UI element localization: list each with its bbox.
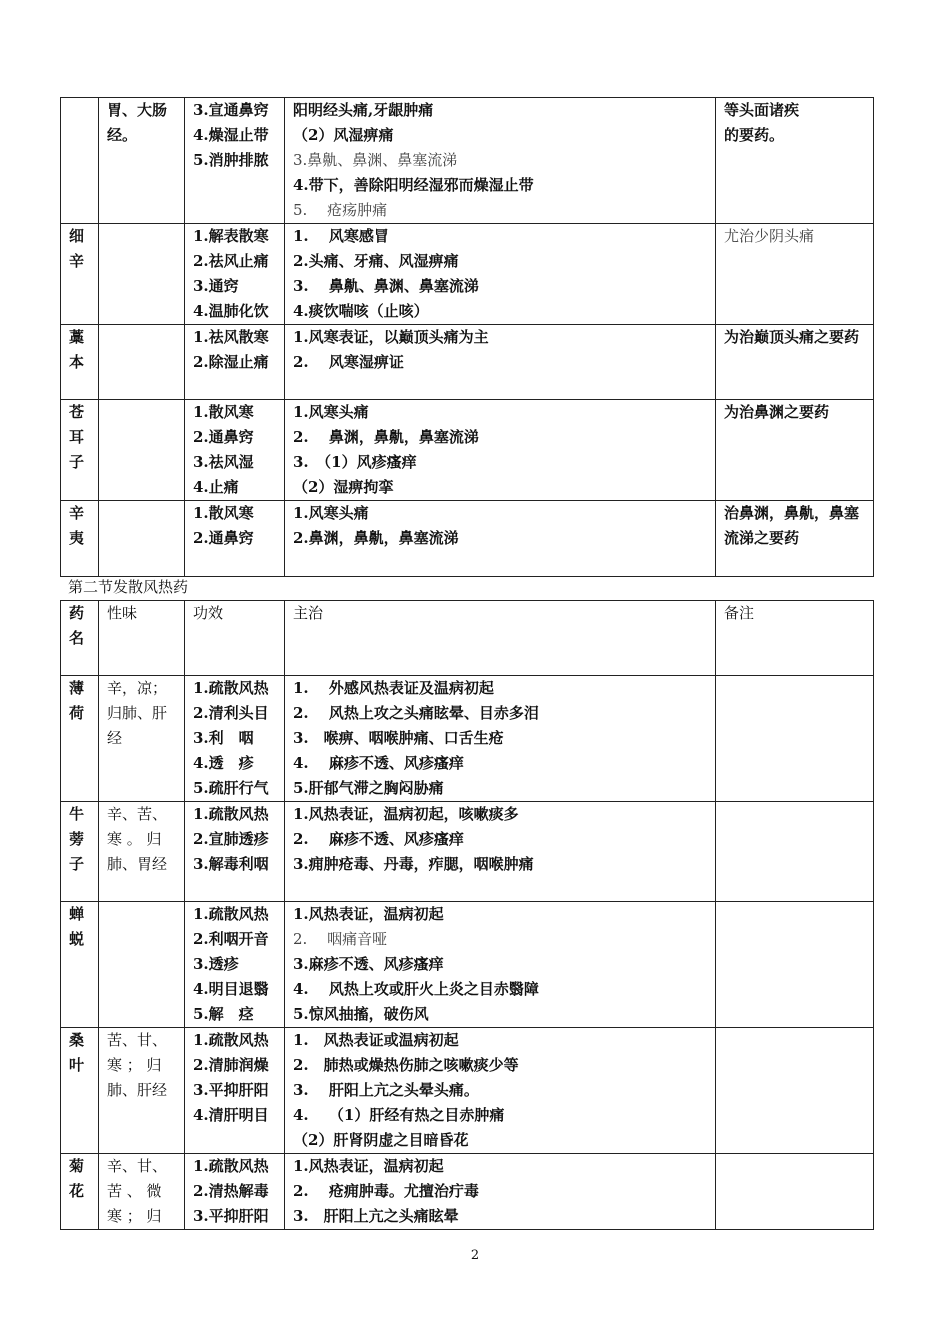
nature-cell (99, 676, 185, 802)
herb-name-cell (61, 98, 99, 224)
table-row (61, 1028, 874, 1154)
indications-cell (285, 501, 716, 577)
efficacy-cell (185, 902, 285, 1028)
table-row (61, 1154, 874, 1230)
indication-line: 1.风热表证，温病初起 (293, 1157, 444, 1175)
indications-cell (285, 676, 716, 802)
notes-cell (716, 325, 874, 400)
indications-cell (285, 325, 716, 400)
efficacy-line: 5.解 痉 (193, 1005, 254, 1023)
indication-line: 1.风热表证，温病初起 (293, 905, 444, 923)
herb-name-char: 辛 (69, 252, 85, 270)
efficacy-line: 3.平抑肝阳 (193, 1081, 269, 1099)
nature-line: 肺、肝经 (107, 1081, 168, 1099)
nature-line: 归肺、肝 (107, 704, 168, 722)
notes-cell (716, 902, 874, 1028)
efficacy-line: 2.通鼻窍 (193, 428, 254, 446)
herb-name-char: 蒡 (69, 830, 85, 848)
herb-name-char: 夷 (69, 529, 85, 547)
indication-line: 3. 喉痹、咽喉肿痛、口舌生疮 (293, 729, 504, 747)
efficacy-line: 1.散风寒 (193, 403, 254, 421)
herb-name-char: 子 (69, 453, 85, 471)
indication-line: 4. （1）肝经有热之目赤肿痛 (293, 1106, 505, 1124)
indications-cell (285, 802, 716, 902)
herb-name-cell (61, 1028, 99, 1154)
indication-line: 4.带下，善除阳明经湿邪而燥湿止带 (293, 176, 534, 194)
efficacy-line: 1.疏散风热 (193, 1031, 269, 1049)
herb-name-char: 辛 (69, 504, 85, 522)
efficacy-line: 4.清肝明目 (193, 1106, 269, 1124)
efficacy-line: 1.疏散风热 (193, 905, 269, 923)
nature-line: 辛、苦、 (107, 805, 168, 823)
herb-name-char: 薄 (69, 679, 85, 697)
indication-line: 4.痰饮喘咳（止咳） (293, 302, 429, 320)
efficacy-line: 2.清利头目 (193, 704, 269, 722)
efficacy-line: 4.止痛 (193, 478, 239, 496)
herb-name-cell (61, 676, 99, 802)
efficacy-line: 1.疏散风热 (193, 679, 269, 697)
indication-line: 1. 风热表证或温病初起 (293, 1031, 459, 1049)
herb-name-cell (61, 400, 99, 501)
efficacy-line: 4.燥湿止带 (193, 126, 269, 144)
notes-cell (716, 98, 874, 224)
table-row (61, 98, 874, 224)
indication-line: 3.痈肿疮毒、丹毒，痄腮，咽喉肿痛 (293, 855, 534, 873)
nature-cell (99, 1028, 185, 1154)
nature-line: 辛，凉； (107, 679, 168, 697)
indications-cell (285, 400, 716, 501)
indication-line: 1. 外感风热表证及温病初起 (293, 679, 494, 697)
table-row (61, 676, 874, 802)
indications-cell (285, 98, 716, 224)
efficacy-line: 2.清肺润燥 (193, 1056, 269, 1074)
indication-line: 3. （1）风疹瘙痒 (293, 453, 417, 471)
herb-name-char: 桑 (69, 1031, 85, 1049)
table-pungent-warm-herbs (60, 97, 874, 577)
herb-name-char: 蝉 (69, 905, 85, 923)
nature-line: 辛、甘、 (107, 1157, 168, 1175)
nature-cell (99, 325, 185, 400)
efficacy-line: 1.疏散风热 (193, 805, 269, 823)
efficacy-line: 5.疏肝行气 (193, 779, 269, 797)
efficacy-line: 5.消肿排脓 (193, 151, 269, 169)
efficacy-cell (185, 224, 285, 325)
table-pungent-cool-herbs (60, 600, 874, 1230)
herb-name-char: 花 (69, 1182, 85, 1200)
efficacy-line: 2.利咽开音 (193, 930, 269, 948)
indication-line: 阳明经头痛,牙龈肿痛 (293, 101, 434, 119)
efficacy-line: 3.解毒利咽 (193, 855, 269, 873)
indication-line: 2. 咽痛音哑 (293, 930, 388, 948)
indications-cell (285, 224, 716, 325)
header-name-char: 药 (69, 604, 85, 622)
indication-line: （2）肝肾阴虚之目暗昏花 (293, 1131, 469, 1149)
herb-name-cell (61, 802, 99, 902)
notes-cell (716, 501, 874, 577)
indication-line: （2）风湿痹痛 (293, 126, 394, 144)
herb-name-char: 子 (69, 855, 85, 873)
nature-line: 经 (107, 729, 123, 747)
nature-line: 寒 ； 归 (107, 1056, 162, 1074)
notes-cell (716, 802, 874, 902)
nature-line: 经。 (107, 126, 138, 144)
note-line: 为治巅顶头痛之要药 (724, 328, 860, 346)
efficacy-line: 3.平抑肝阳 (193, 1207, 269, 1225)
note-line: 的要药。 (724, 126, 785, 144)
indication-line: 2.鼻渊，鼻鼽，鼻塞流涕 (293, 529, 459, 547)
indication-line: 1.风寒头痛 (293, 504, 369, 522)
table-header-row (61, 601, 874, 676)
page-number: 2 (470, 1248, 480, 1263)
efficacy-line: 2.除湿止痛 (193, 353, 269, 371)
note-line: 为治鼻渊之要药 (724, 403, 830, 421)
nature-cell (99, 1154, 185, 1230)
indication-line: 3.鼻鼽、鼻渊、鼻塞流涕 (293, 151, 458, 169)
indication-line: 3.麻疹不透、风疹瘙痒 (293, 955, 444, 973)
herb-name-char: 藁 (69, 328, 85, 346)
herb-name-char: 本 (69, 353, 85, 371)
indications-cell (285, 902, 716, 1028)
header-indications: 主治 (285, 601, 716, 676)
notes-cell (716, 400, 874, 501)
efficacy-line: 2.宣肺透疹 (193, 830, 269, 848)
header-name (61, 601, 99, 676)
efficacy-line: 1.散风寒 (193, 504, 254, 522)
notes-cell (716, 224, 874, 325)
indication-line: 5. 疮疡肿痛 (293, 201, 388, 219)
indication-line: 2.头痛、牙痛、风湿痹痛 (293, 252, 459, 270)
header-nature: 性味 (99, 601, 185, 676)
efficacy-line: 1.解表散寒 (193, 227, 269, 245)
nature-line: 苦 、 微 (107, 1182, 162, 1200)
efficacy-line: 4.明目退翳 (193, 980, 269, 998)
table-row (61, 224, 874, 325)
nature-line: 寒 。 归 (107, 830, 162, 848)
efficacy-cell (185, 676, 285, 802)
indication-line: 1.风寒表证，以巅顶头痛为主 (293, 328, 489, 346)
note-line: 治鼻渊，鼻鼽，鼻塞流涕之要药 (724, 504, 860, 547)
notes-cell (716, 1154, 874, 1230)
indication-line: 2. 鼻渊，鼻鼽，鼻塞流涕 (293, 428, 479, 446)
efficacy-cell (185, 400, 285, 501)
herb-name-cell (61, 902, 99, 1028)
table-row (61, 802, 874, 902)
efficacy-line: 4.透 疹 (193, 754, 254, 772)
indication-line: 1.风热表证，温病初起，咳嗽痰多 (293, 805, 519, 823)
efficacy-cell (185, 98, 285, 224)
efficacy-line: 1.祛风散寒 (193, 328, 269, 346)
nature-line: 肺、胃经 (107, 855, 168, 873)
indication-line: 2. 肺热或燥热伤肺之咳嗽痰少等 (293, 1056, 519, 1074)
herb-name-char: 蜕 (69, 930, 85, 948)
efficacy-line: 3.祛风湿 (193, 453, 254, 471)
indication-line: 2. 风寒湿痹证 (293, 353, 404, 371)
table-row (61, 400, 874, 501)
efficacy-cell (185, 1154, 285, 1230)
efficacy-cell (185, 1028, 285, 1154)
indication-line: 3. 肝阳上亢之头晕头痛。 (293, 1081, 479, 1099)
herb-name-char: 细 (69, 227, 85, 245)
efficacy-cell (185, 501, 285, 577)
nature-cell (99, 902, 185, 1028)
nature-line: 寒 ； 归 (107, 1207, 162, 1225)
indication-line: 5.惊风抽搐，破伤风 (293, 1005, 429, 1023)
indication-line: 2. 疮痈肿毒。尤擅治疔毒 (293, 1182, 479, 1200)
efficacy-cell (185, 802, 285, 902)
nature-cell (99, 400, 185, 501)
efficacy-line: 4.温肺化饮 (193, 302, 269, 320)
herb-name-cell (61, 224, 99, 325)
herb-name-cell (61, 501, 99, 577)
herb-name-char: 耳 (69, 428, 85, 446)
indication-line: 1.风寒头痛 (293, 403, 369, 421)
efficacy-line: 3.透疹 (193, 955, 239, 973)
header-notes: 备注 (716, 601, 874, 676)
indication-line: 4. 麻疹不透、风疹瘙痒 (293, 754, 464, 772)
indications-cell (285, 1028, 716, 1154)
herb-name-cell (61, 325, 99, 400)
indication-line: 4. 风热上攻或肝火上炎之目赤翳障 (293, 980, 539, 998)
nature-cell (99, 98, 185, 224)
nature-line: 苦、甘、 (107, 1031, 168, 1049)
nature-line: 胃、大肠 (107, 101, 168, 119)
indication-line: 3. 鼻鼽、鼻渊、鼻塞流涕 (293, 277, 479, 295)
nature-cell (99, 224, 185, 325)
nature-cell (99, 501, 185, 577)
indication-line: 1. 风寒感冒 (293, 227, 389, 245)
herb-name-char: 荷 (69, 704, 85, 722)
notes-cell (716, 676, 874, 802)
herb-name-char: 苍 (69, 403, 85, 421)
header-name-char: 名 (69, 629, 85, 647)
efficacy-line: 3.利 咽 (193, 729, 254, 747)
indication-line: （2）湿痹拘挛 (293, 478, 394, 496)
indication-line: 2. 麻疹不透、风疹瘙痒 (293, 830, 464, 848)
efficacy-cell (185, 325, 285, 400)
header-efficacy: 功效 (185, 601, 285, 676)
herb-name-char: 菊 (69, 1157, 85, 1175)
section-title: 第二节发散风热药 (68, 578, 189, 596)
nature-cell (99, 802, 185, 902)
efficacy-line: 3.宣通鼻窍 (193, 101, 269, 119)
efficacy-line: 3.通窍 (193, 277, 239, 295)
indication-line: 2. 风热上攻之头痛眩晕、目赤多泪 (293, 704, 539, 722)
table-row (61, 902, 874, 1028)
efficacy-line: 2.通鼻窍 (193, 529, 254, 547)
herb-name-char: 牛 (69, 805, 85, 823)
table-row (61, 501, 874, 577)
table-row (61, 325, 874, 400)
note-line: 尤治少阴头痛 (724, 227, 815, 245)
efficacy-line: 1.疏散风热 (193, 1157, 269, 1175)
herb-name-cell (61, 1154, 99, 1230)
indications-cell (285, 1154, 716, 1230)
indication-line: 5.肝郁气滞之胸闷胁痛 (293, 779, 444, 797)
note-line: 等头面诸疾 (724, 101, 800, 119)
indication-line: 3. 肝阳上亢之头痛眩晕 (293, 1207, 459, 1225)
notes-cell (716, 1028, 874, 1154)
herb-name-char: 叶 (69, 1056, 85, 1074)
efficacy-line: 2.祛风止痛 (193, 252, 269, 270)
efficacy-line: 2.清热解毒 (193, 1182, 269, 1200)
